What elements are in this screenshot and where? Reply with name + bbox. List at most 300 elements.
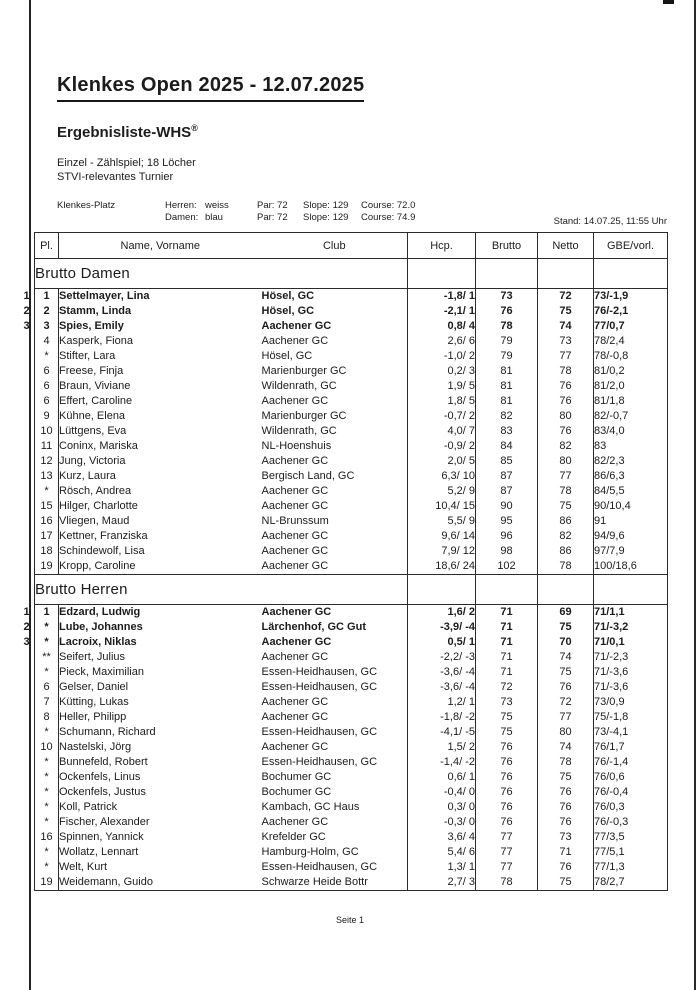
handicap-cell: 2,7/ 3 <box>408 875 476 891</box>
club-cell: Aachener GC <box>261 455 329 467</box>
player-name-cell: Wollatz, Lennart <box>59 846 139 858</box>
player-name-cell: Spinnen, Yannick <box>59 831 144 843</box>
player-name-cell: Stamm, Linda <box>59 305 132 317</box>
result-list-subtitle <box>57 123 198 141</box>
gbe-cell: 71/-3,2 <box>594 620 668 635</box>
handicap-cell: 10,4/ 15 <box>408 499 476 514</box>
brutto-cell: 75 <box>476 710 538 725</box>
club-cell: Essen-Heidhausen, GC <box>261 666 378 678</box>
gbe-cell: 76/-0,4 <box>594 785 668 800</box>
netto-cell: 74 <box>538 650 594 665</box>
netto-cell: 77 <box>538 349 594 364</box>
brutto-cell: 90 <box>476 499 538 514</box>
gbe-cell: 76/-1,4 <box>594 755 668 770</box>
brutto-cell: 76 <box>476 770 538 785</box>
club-cell: Marienburger GC <box>261 410 347 422</box>
club-cell: Aachener GC <box>261 636 332 648</box>
gbe-cell: 82/-0,7 <box>594 409 668 424</box>
handicap-cell: -1,8/ -2 <box>408 710 476 725</box>
handicap-cell: 5,2/ 9 <box>408 484 476 499</box>
brutto-cell: 95 <box>476 514 538 529</box>
handicap-cell: 2,6/ 6 <box>408 334 476 349</box>
player-name-cell: Effert, Caroline <box>59 395 133 407</box>
table-row <box>35 875 668 891</box>
brutto-cell: 71 <box>476 635 538 650</box>
player-name-cell: Nastelski, Jörg <box>59 741 132 753</box>
table-row <box>35 484 668 499</box>
table-row <box>35 469 668 484</box>
handicap-cell: -0,3/ 0 <box>408 815 476 830</box>
table-row <box>35 439 668 454</box>
handicap-cell: 6,3/ 10 <box>408 469 476 484</box>
gbe-cell: 83/4,0 <box>594 424 668 439</box>
brutto-cell: 73 <box>476 289 538 305</box>
gbe-cell: 77/5,1 <box>594 845 668 860</box>
table-row <box>35 635 668 650</box>
gbe-cell: 86/6,3 <box>594 469 668 484</box>
player-name-cell: Kütting, Lukas <box>59 696 129 708</box>
table-row <box>35 770 668 785</box>
club-cell: Wildenrath, GC <box>261 425 337 437</box>
club-cell: Aachener GC <box>261 696 329 708</box>
brutto-cell: 76 <box>476 304 538 319</box>
page-number: Seite 1 <box>335 915 365 925</box>
handicap-cell: 1,3/ 1 <box>408 860 476 875</box>
place-cell: 16 <box>35 514 59 529</box>
page-title: Klenkes Open 2025 - 12.07.2025 <box>57 74 364 102</box>
place-cell: 19 <box>35 559 59 575</box>
handicap-cell: 1,2/ 1 <box>408 695 476 710</box>
table-row <box>35 454 668 469</box>
brutto-cell: 78 <box>476 319 538 334</box>
handicap-cell: 0,3/ 0 <box>408 800 476 815</box>
netto-cell: 76 <box>538 379 594 394</box>
club-cell: Essen-Heidhausen, GC <box>261 726 378 738</box>
netto-cell: 78 <box>538 484 594 499</box>
netto-cell: 77 <box>538 469 594 484</box>
club-cell: Aachener GC <box>261 741 329 753</box>
section-header-row <box>35 259 668 289</box>
brutto-cell: 84 <box>476 439 538 454</box>
header-name: Name, Vorname <box>59 233 262 259</box>
club-cell: NL-Brunssum <box>261 515 329 527</box>
place-cell: 18 <box>35 544 59 559</box>
table-row <box>35 364 668 379</box>
player-name-cell: Fischer, Alexander <box>59 816 150 828</box>
brutto-cell: 82 <box>476 409 538 424</box>
gbe-cell: 76/0,3 <box>594 800 668 815</box>
place-cell: 9 <box>35 409 59 424</box>
brutto-cell: 102 <box>476 559 538 575</box>
club-cell: Aachener GC <box>261 335 329 347</box>
handicap-cell: -4,1/ -5 <box>408 725 476 740</box>
relevance-line: STVI-relevantes Turnier <box>57 171 174 183</box>
brutto-cell: 71 <box>476 665 538 680</box>
netto-cell: 77 <box>538 710 594 725</box>
netto-cell: 78 <box>538 559 594 575</box>
place-cell: * <box>35 785 59 800</box>
netto-cell: 86 <box>538 544 594 559</box>
section-spacer-cell <box>594 259 668 289</box>
brutto-cell: 79 <box>476 334 538 349</box>
status-timestamp: Stand: 14.07.25, 11:55 Uhr <box>553 216 667 227</box>
section-spacer-cell <box>476 259 538 289</box>
table-row <box>35 379 668 394</box>
table-row <box>35 514 668 529</box>
brutto-cell: 71 <box>476 605 538 621</box>
table-row <box>35 289 668 305</box>
player-name-cell: Jung, Victoria <box>59 455 126 467</box>
handicap-cell: 1,5/ 2 <box>408 740 476 755</box>
brutto-cell: 77 <box>476 830 538 845</box>
section-title: Brutto Herren <box>35 575 408 605</box>
table-row <box>35 845 668 860</box>
brutto-cell: 96 <box>476 529 538 544</box>
gbe-cell: 90/10,4 <box>594 499 668 514</box>
gbe-cell: 73/-4,1 <box>594 725 668 740</box>
netto-cell: 80 <box>538 725 594 740</box>
player-name-cell: Hilger, Charlotte <box>59 500 138 512</box>
place-cell: 2 2 <box>35 304 59 319</box>
header-club: Club <box>262 233 408 259</box>
header-place: Pl. <box>35 233 59 259</box>
brutto-cell: 79 <box>476 349 538 364</box>
netto-cell: 82 <box>538 439 594 454</box>
player-name-cell: Coninx, Mariska <box>59 440 138 452</box>
player-name-cell: Schumann, Richard <box>59 726 156 738</box>
section-header-row <box>35 575 668 605</box>
gbe-cell: 71/-3,6 <box>594 680 668 695</box>
table-row <box>35 725 668 740</box>
table-row <box>35 499 668 514</box>
gbe-cell: 81/2,0 <box>594 379 668 394</box>
gbe-cell: 77/3,5 <box>594 830 668 845</box>
section-title: Brutto Damen <box>35 259 408 289</box>
club-cell: Aachener GC <box>261 485 329 497</box>
table-row <box>35 319 668 334</box>
netto-cell: 78 <box>538 755 594 770</box>
course-group-men: Herren: <box>165 200 197 211</box>
handicap-cell: -3,6/ -4 <box>408 665 476 680</box>
club-cell: Wildenrath, GC <box>261 380 337 392</box>
player-name-cell: Welt, Kurt <box>59 861 108 873</box>
handicap-cell: -1,0/ 2 <box>408 349 476 364</box>
table-row <box>35 665 668 680</box>
table-row <box>35 650 668 665</box>
course-group-women: Damen: <box>165 212 199 223</box>
club-cell: Aachener GC <box>261 711 329 723</box>
gbe-cell: 76/-2,1 <box>594 304 668 319</box>
table-header-row <box>35 233 668 259</box>
netto-cell: 80 <box>538 454 594 469</box>
netto-cell: 70 <box>538 635 594 650</box>
brutto-cell: 75 <box>476 725 538 740</box>
table-row <box>35 680 668 695</box>
header-gbe: GBE/vorl. <box>594 233 668 259</box>
gbe-cell: 77/0,7 <box>594 319 668 334</box>
player-name-cell: Rösch, Andrea <box>59 485 132 497</box>
netto-cell: 80 <box>538 409 594 424</box>
place-cell: * <box>35 815 59 830</box>
subtitle-text: Ergebnisliste-WHS <box>57 124 192 141</box>
place-cell: 1 1 <box>35 605 59 621</box>
handicap-cell: -3,6/ -4 <box>408 680 476 695</box>
section-spacer-cell <box>538 259 594 289</box>
player-name-cell: Stifter, Lara <box>59 350 116 362</box>
brutto-cell: 87 <box>476 469 538 484</box>
player-name-cell: Weidemann, Guido <box>59 876 153 888</box>
club-cell: Aachener GC <box>261 320 332 332</box>
gbe-cell: 71/0,1 <box>594 635 668 650</box>
netto-cell: 76 <box>538 815 594 830</box>
player-name-cell: Freese, Finja <box>59 365 124 377</box>
table-row <box>35 544 668 559</box>
place-cell: 12 <box>35 454 59 469</box>
course-place-spacer <box>57 212 165 224</box>
player-name-cell: Kettner, Franziska <box>59 530 148 542</box>
brutto-cell: 73 <box>476 695 538 710</box>
registered-mark: ® <box>191 123 198 133</box>
table-row <box>35 334 668 349</box>
club-cell: Aachener GC <box>261 395 329 407</box>
netto-cell: 76 <box>538 680 594 695</box>
player-name-cell: Lube, Johannes <box>59 621 143 633</box>
brutto-cell: 77 <box>476 860 538 875</box>
table-row <box>35 304 668 319</box>
player-name-cell: Heller, Philipp <box>59 711 127 723</box>
podium-rank: 2 <box>23 621 30 633</box>
place-cell: * <box>35 800 59 815</box>
club-cell: Aachener GC <box>261 606 332 618</box>
place-cell: * 3 <box>35 635 59 650</box>
course-slope-women: Slope: 129 <box>303 212 349 223</box>
handicap-cell: -0,7/ 2 <box>408 409 476 424</box>
handicap-cell: 7,9/ 12 <box>408 544 476 559</box>
player-name-cell: Kropp, Caroline <box>59 560 136 572</box>
place-cell: * 2 <box>35 620 59 635</box>
gbe-cell: 77/1,3 <box>594 860 668 875</box>
club-cell: Krefelder GC <box>261 831 326 843</box>
place-cell: 6 <box>35 680 59 695</box>
gbe-cell: 73/-1,9 <box>594 289 668 305</box>
brutto-cell: 81 <box>476 394 538 409</box>
header-brutto: Brutto <box>476 233 538 259</box>
handicap-cell: -0,9/ 2 <box>408 439 476 454</box>
brutto-cell: 98 <box>476 544 538 559</box>
gbe-cell: 81/0,2 <box>594 364 668 379</box>
player-name-cell: Gelser, Daniel <box>59 681 129 693</box>
handicap-cell: 0,2/ 3 <box>408 364 476 379</box>
course-slope-men: Slope: 129 <box>303 200 349 211</box>
netto-cell: 74 <box>538 319 594 334</box>
handicap-cell: 5,5/ 9 <box>408 514 476 529</box>
place-cell: 17 <box>35 529 59 544</box>
club-cell: Essen-Heidhausen, GC <box>261 861 378 873</box>
table-row <box>35 424 668 439</box>
club-cell: Aachener GC <box>261 545 329 557</box>
handicap-cell: 0,6/ 1 <box>408 770 476 785</box>
club-cell: Marienburger GC <box>261 365 347 377</box>
handicap-cell: -2,1/ 1 <box>408 304 476 319</box>
section-spacer-cell <box>476 575 538 605</box>
table-row <box>35 349 668 364</box>
netto-cell: 75 <box>538 499 594 514</box>
place-cell: * <box>35 755 59 770</box>
format-line: Einzel - Zählspiel; 18 Löcher <box>57 157 196 169</box>
gbe-cell: 78/2,4 <box>594 334 668 349</box>
netto-cell: 78 <box>538 364 594 379</box>
course-rating-women: Course: 74.9 <box>361 212 416 223</box>
gbe-cell: 83 <box>594 439 668 454</box>
club-cell: Aachener GC <box>261 651 329 663</box>
gbe-cell: 71/1,1 <box>594 605 668 621</box>
brutto-cell: 77 <box>476 845 538 860</box>
player-name-cell: Bunnefeld, Robert <box>59 756 148 768</box>
gbe-cell: 71/-3,6 <box>594 665 668 680</box>
gbe-cell: 78/-0,8 <box>594 349 668 364</box>
gbe-cell: 82/2,3 <box>594 454 668 469</box>
table-row <box>35 620 668 635</box>
club-cell: Hösel, GC <box>261 305 315 317</box>
podium-rank: 1 <box>23 606 30 618</box>
place-cell: * <box>35 770 59 785</box>
club-cell: Aachener GC <box>261 816 329 828</box>
club-cell: Bochumer GC <box>261 771 332 783</box>
scan-artifact-left <box>29 0 31 990</box>
club-cell: Bochumer GC <box>261 786 332 798</box>
player-name-cell: Ockenfels, Justus <box>59 786 146 798</box>
brutto-cell: 78 <box>476 875 538 891</box>
brutto-cell: 71 <box>476 620 538 635</box>
handicap-cell: 18,6/ 24 <box>408 559 476 575</box>
table-row <box>35 394 668 409</box>
scan-artifact-right <box>694 0 696 990</box>
place-cell: 10 <box>35 740 59 755</box>
club-cell: Aachener GC <box>261 560 329 572</box>
player-name-cell: Schindewolf, Lisa <box>59 545 145 557</box>
handicap-cell: 0,5/ 1 <box>408 635 476 650</box>
gbe-cell: 76/-0,3 <box>594 815 668 830</box>
table-row <box>35 755 668 770</box>
gbe-cell: 84/5,5 <box>594 484 668 499</box>
gbe-cell: 81/1,8 <box>594 394 668 409</box>
scan-artifact-speck <box>663 0 674 4</box>
table-row <box>35 695 668 710</box>
podium-rank: 3 <box>23 636 30 648</box>
table-row <box>35 559 668 575</box>
table-row <box>35 800 668 815</box>
netto-cell: 72 <box>538 695 594 710</box>
place-cell: 7 <box>35 695 59 710</box>
table-row <box>35 860 668 875</box>
place-cell: * <box>35 484 59 499</box>
brutto-cell: 76 <box>476 755 538 770</box>
handicap-cell: 4,0/ 7 <box>408 424 476 439</box>
place-cell: 13 <box>35 469 59 484</box>
handicap-cell: 0,8/ 4 <box>408 319 476 334</box>
handicap-cell: 1,6/ 2 <box>408 605 476 621</box>
place-cell: 3 3 <box>35 319 59 334</box>
place-cell: 1 1 <box>35 289 59 305</box>
brutto-cell: 87 <box>476 484 538 499</box>
netto-cell: 69 <box>538 605 594 621</box>
place-cell: 8 <box>35 710 59 725</box>
gbe-cell: 100/18,6 <box>594 559 668 575</box>
player-name-cell: Kasperk, Fiona <box>59 335 133 347</box>
podium-rank: 2 <box>23 305 30 317</box>
handicap-cell: -2,2/ -3 <box>408 650 476 665</box>
table-row <box>35 830 668 845</box>
place-cell: 16 <box>35 830 59 845</box>
player-name-cell: Lüttgens, Eva <box>59 425 127 437</box>
netto-cell: 75 <box>538 770 594 785</box>
place-cell: 4 <box>35 334 59 349</box>
place-cell: * <box>35 845 59 860</box>
netto-cell: 75 <box>538 304 594 319</box>
place-cell: * <box>35 860 59 875</box>
gbe-cell: 78/2,7 <box>594 875 668 891</box>
club-cell: Aachener GC <box>261 500 329 512</box>
player-name-cell: Spies, Emily <box>59 320 124 332</box>
podium-rank: 1 <box>23 290 30 302</box>
gbe-cell: 76/0,6 <box>594 770 668 785</box>
table-row <box>35 740 668 755</box>
club-cell: Bergisch Land, GC <box>261 470 355 482</box>
course-par-women: Par: 72 <box>257 212 288 223</box>
netto-cell: 76 <box>538 800 594 815</box>
handicap-cell: 1,9/ 5 <box>408 379 476 394</box>
place-cell: 15 <box>35 499 59 514</box>
netto-cell: 73 <box>538 334 594 349</box>
handicap-cell: 3,6/ 4 <box>408 830 476 845</box>
place-cell: 6 <box>35 394 59 409</box>
handicap-cell: -1,4/ -2 <box>408 755 476 770</box>
podium-rank: 3 <box>23 320 30 332</box>
gbe-cell: 91 <box>594 514 668 529</box>
table-row <box>35 605 668 621</box>
course-par-men: Par: 72 <box>257 200 288 211</box>
table-row <box>35 785 668 800</box>
table-row <box>35 529 668 544</box>
place-cell: * <box>35 349 59 364</box>
netto-cell: 76 <box>538 860 594 875</box>
header-hcp: Hcp. <box>408 233 476 259</box>
table-row <box>35 409 668 424</box>
results-table <box>23 232 668 891</box>
club-cell: Essen-Heidhausen, GC <box>261 756 378 768</box>
netto-cell: 75 <box>538 620 594 635</box>
player-name-cell: Seifert, Julius <box>59 651 126 663</box>
handicap-cell: -0,4/ 0 <box>408 785 476 800</box>
gbe-cell: 97/7,9 <box>594 544 668 559</box>
brutto-cell: 83 <box>476 424 538 439</box>
brutto-cell: 81 <box>476 364 538 379</box>
brutto-cell: 72 <box>476 680 538 695</box>
club-cell: Kambach, GC Haus <box>261 801 360 813</box>
gbe-cell: 75/-1,8 <box>594 710 668 725</box>
netto-cell: 76 <box>538 424 594 439</box>
brutto-cell: 85 <box>476 454 538 469</box>
course-info <box>57 200 415 224</box>
course-place: Klenkes-Platz <box>57 200 116 211</box>
place-cell: 19 <box>35 875 59 891</box>
handicap-cell: 1,8/ 5 <box>408 394 476 409</box>
brutto-cell: 81 <box>476 379 538 394</box>
place-cell: * <box>35 725 59 740</box>
netto-cell: 76 <box>538 394 594 409</box>
handicap-cell: 2,0/ 5 <box>408 454 476 469</box>
gbe-cell: 71/-2,3 <box>594 650 668 665</box>
